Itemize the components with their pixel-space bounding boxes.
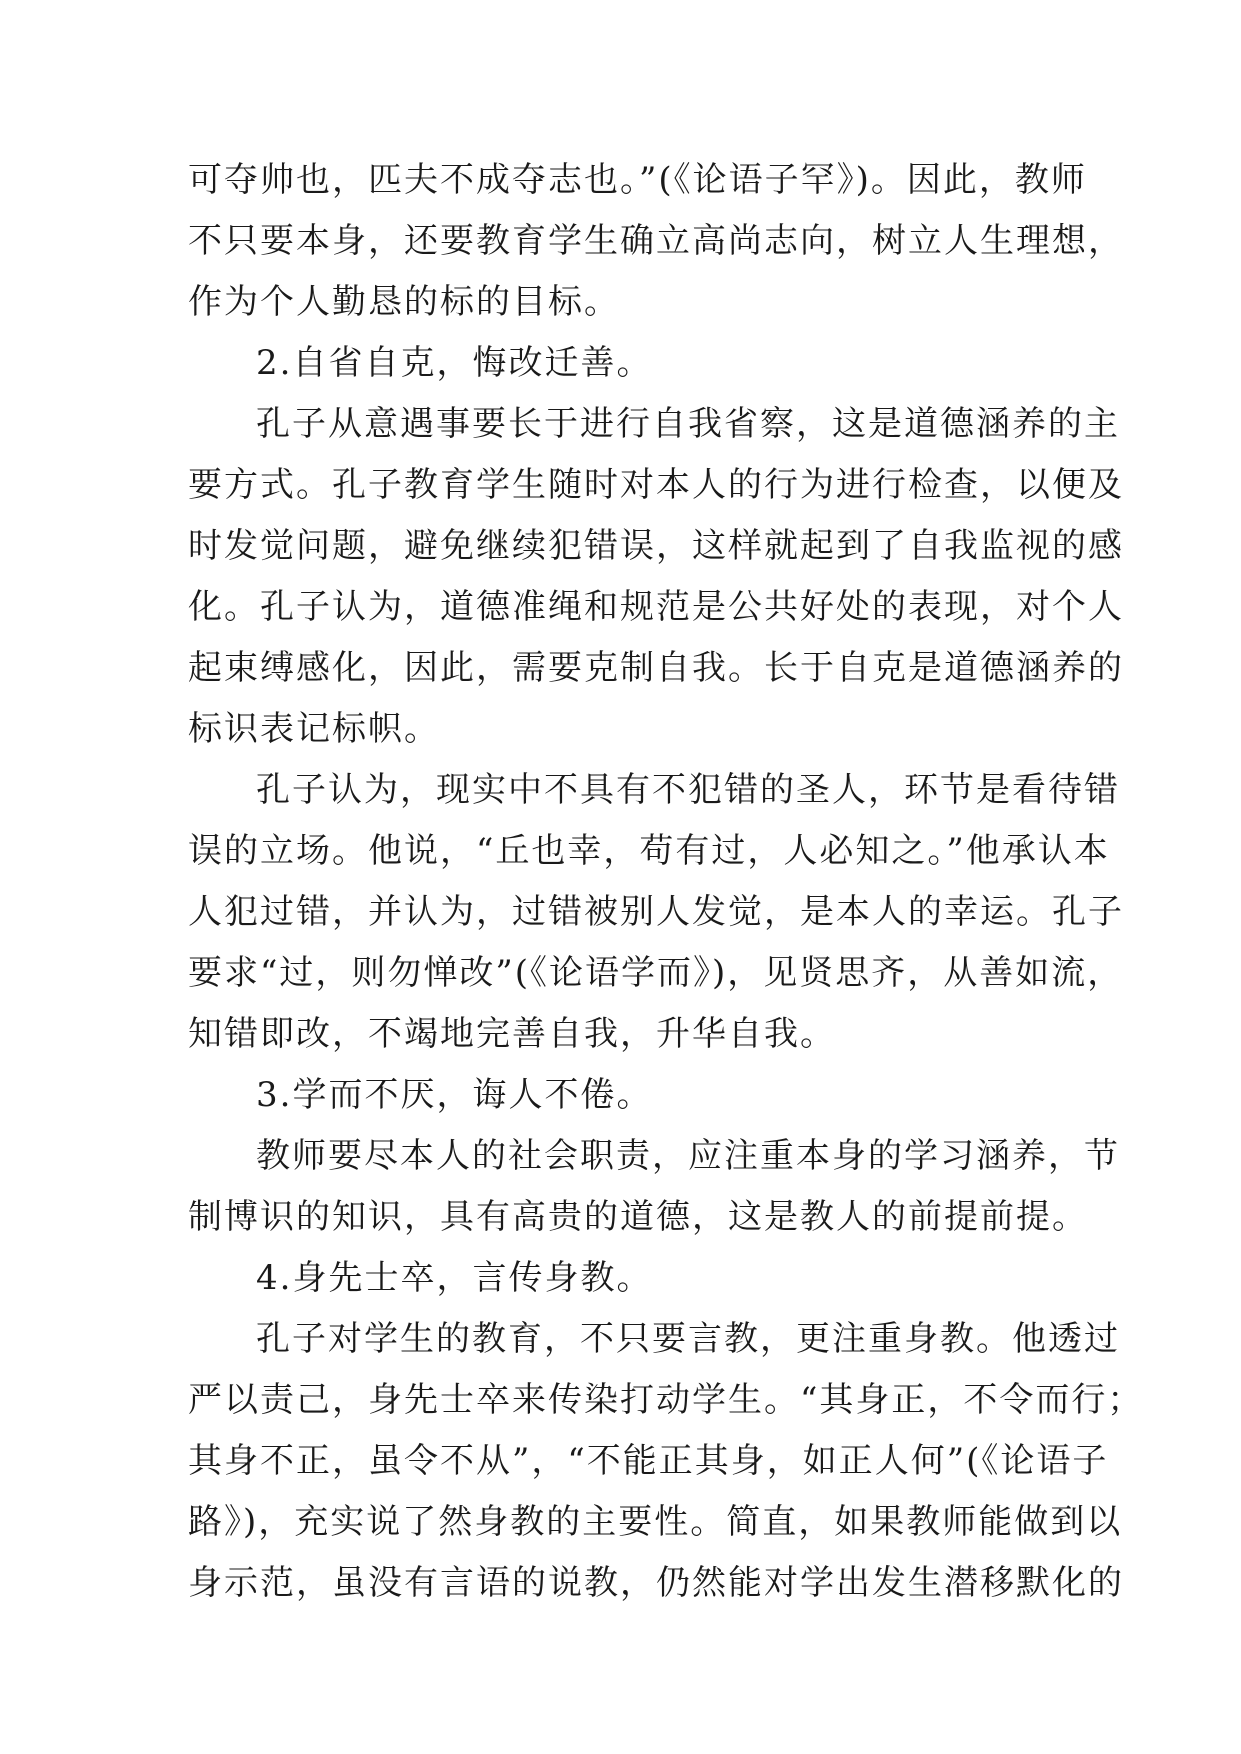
text-line: 制博识的知识，具有高贵的道德，这是教人的前提前提。	[188, 1197, 1088, 1237]
text-line: 路》)，充实说了然身教的主要性。简直，如果教师能做到以	[188, 1502, 1123, 1542]
text-line: 其身不正，虽令不从”，“不能正其身，如正人何”(《论语子	[188, 1441, 1109, 1481]
text-line: 知错即改，不竭地完善自我，升华自我。	[188, 1014, 836, 1054]
text-line: 4.身先士卒，言传身教。	[256, 1258, 653, 1298]
text-line: 孔子对学生的教育，不只要言教，更注重身教。他透过	[256, 1319, 1120, 1359]
text-line: 不只要本身，还要教育学生确立高尚志向，树立人生理想，	[188, 221, 1124, 261]
text-line: 可夺帅也，匹夫不成夺志也。”(《论语子罕》)。因此，教师	[188, 160, 1087, 200]
text-line: 化。孔子认为，道德准绳和规范是公共好处的表现，对个人	[188, 587, 1124, 627]
text-line: 身示范，虽没有言语的说教，仍然能对学出发生潜移默化的	[188, 1563, 1124, 1603]
text-line: 3.学而不厌，诲人不倦。	[256, 1075, 653, 1115]
text-line: 教师要尽本人的社会职责，应注重本身的学习涵养，节	[256, 1136, 1120, 1176]
body-text	[188, 150, 1144, 1614]
text-line: 孔子从意遇事要长于进行自我省察，这是道德涵养的主	[256, 404, 1120, 444]
text-line: 作为个人勤恳的标的目标。	[188, 282, 620, 322]
text-line: 起束缚感化，因此，需要克制自我。长于自克是道德涵养的	[188, 648, 1124, 688]
text-line: 严以责己，身先士卒来传染打动学生。“其身正，不令而行；	[188, 1380, 1144, 1420]
text-line: 要求“过，则勿惮改”(《论语学而》)，见贤思齐，从善如流，	[188, 953, 1124, 993]
text-line: 标识表记标帜。	[188, 709, 440, 749]
text-line: 孔子认为，现实中不具有不犯错的圣人，环节是看待错	[256, 770, 1120, 810]
text-line: 要方式。孔子教育学生随时对本人的行为进行检查，以便及	[188, 465, 1124, 505]
text-line: 2.自省自克，悔改迁善。	[256, 343, 653, 383]
text-line: 时发觉问题，避免继续犯错误，这样就起到了自我监视的感	[188, 526, 1124, 566]
text-line: 人犯过错，并认为，过错被别人发觉，是本人的幸运。孔子	[188, 892, 1124, 932]
text-line: 误的立场。他说，“丘也幸，苟有过，人必知之。”他承认本	[188, 831, 1110, 871]
